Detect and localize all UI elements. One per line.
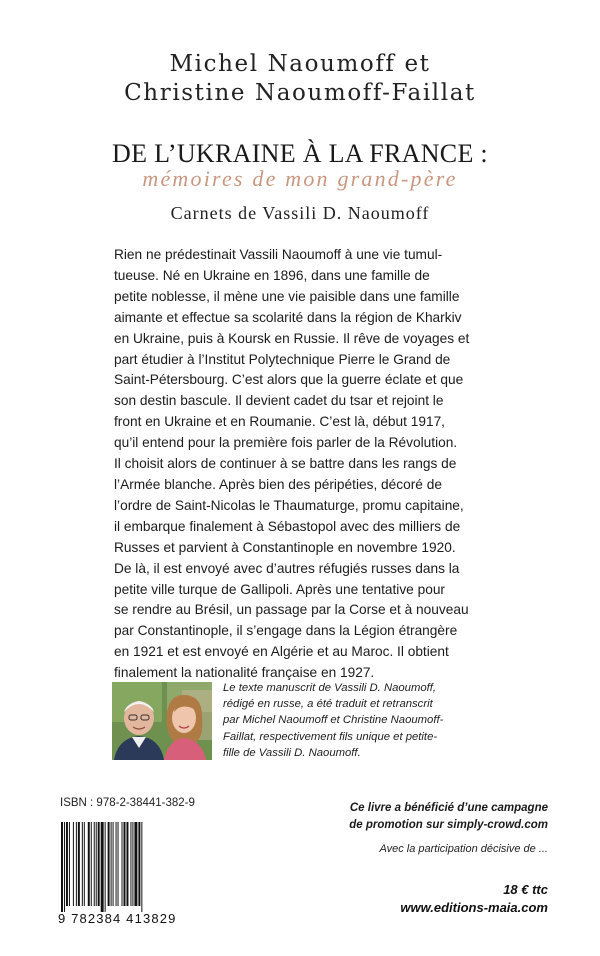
book-carnets: Carnets de Vassili D. Naoumoff [170, 203, 430, 223]
barcode-bar [69, 822, 70, 906]
promo-line: Ce livre a bénéficié d’une campagne [349, 802, 548, 814]
barcode-bar [122, 822, 123, 906]
caption-line: Faillat, respectivement fils unique et petite- [223, 730, 438, 743]
barcode-bar [84, 822, 85, 906]
promo-line: de promotion sur simply-crowd.com [349, 819, 548, 831]
blurb-line: l’Armée blanche. Après bien des péripéties, décoré de [114, 476, 442, 492]
blurb-line: en Ukraine, puis à Koursk en Russie. Il rêve de voyages et [114, 330, 470, 346]
blurb-line: part étudier à l’Institut Polytechnique Pierre le Grand de [114, 351, 451, 367]
barcode-bar [124, 822, 126, 906]
barcode-bar [111, 822, 112, 906]
blurb-line: petite ville turque de Gallipoli. Après une tentative pour [114, 581, 445, 597]
caption-line: Le texte manuscrit de Vassili D. Naoumoff, [223, 682, 437, 694]
barcode-bar [138, 822, 140, 906]
blurb-line: Russes et parvient à Constantinople en novembre 1920. [114, 539, 456, 555]
barcode-bar [94, 822, 95, 906]
barcode-bar [64, 822, 65, 912]
participation-note: Avec la participation décisive de ... [379, 843, 548, 855]
blurb-line: il embarque finalement à Sébastopol avec des milliers de [114, 518, 461, 534]
barcode-bar [118, 822, 119, 906]
authors-photo-illustration [112, 682, 212, 760]
blurb-line: en 1921 et est envoyé en Algérie et au Maroc. Il obtient [114, 644, 449, 660]
barcode-bar [91, 822, 92, 906]
barcode-bar [82, 822, 83, 906]
photo-caption [223, 680, 513, 761]
author-line-1: Michel Naoumoff et [169, 51, 431, 77]
blurb-line: par Constantinople, il s’engage dans la Légion étrangère [114, 623, 458, 639]
barcode-bar [101, 822, 104, 912]
blurb-line: front en Ukraine et en Roumanie. C’est là, début 1917, [114, 414, 445, 430]
blurb-line: l’ordre de Saint-Nicolas le Thaumaturge, promu capitaine, [114, 497, 464, 513]
barcode-bar [73, 822, 74, 906]
blurb-line: Il choisit alors de continuer à se battre dans les rangs de [114, 456, 457, 472]
blurb-line: Saint-Pétersbourg. C’est alors que la guerre éclate et que [114, 372, 464, 388]
promo-text [288, 800, 548, 834]
barcode [57, 822, 167, 914]
price: 18 € ttc [503, 882, 548, 897]
book-title: DE L’UKRAINE À LA FRANCE : [112, 139, 488, 168]
blurb-line: finalement la nationalité française en 1927. [114, 665, 375, 681]
barcode-bar [96, 822, 97, 906]
barcode-bar [88, 822, 90, 906]
blurb-line: aimante et effectue sa scolarité dans la région de Kharkiv [114, 309, 462, 325]
author-line-2: Christine Naoumoff-Faillat [124, 80, 476, 106]
barcode-bar [113, 822, 114, 906]
barcode-digits: 9 782384 413829 [58, 911, 177, 926]
blurb-line: petite noblesse, il mène une vie paisible dans une famille [114, 288, 460, 304]
barcode-bar [76, 822, 77, 906]
barcode-bar [78, 822, 80, 906]
caption-line: par Michel Naoumoff et Christine Naoumoff- [223, 714, 444, 727]
caption-line: rédigé en russe, a été traduit et retranscrit [223, 698, 433, 711]
barcode-bar [98, 822, 100, 906]
caption-line: fille de Vassili D. Naoumoff. [223, 746, 361, 759]
barcode-bar [66, 822, 68, 906]
blurb-line: De là, il est envoyé avec d’autres réfugiés russes dans la [114, 560, 460, 576]
authors-photo [112, 682, 212, 760]
back-cover-blurb [114, 245, 506, 684]
blurb-line: son destin bascule. Il devient cadet du tsar et rejoint le [114, 393, 444, 409]
publisher-website: www.editions-maia.com [400, 900, 548, 915]
barcode-bar [132, 822, 133, 906]
blurb-line: Rien ne prédestinait Vassili Naoumoff à une vie tumul- [114, 247, 443, 262]
barcode-bar [116, 822, 117, 906]
barcode-bar [61, 822, 63, 912]
authors [0, 50, 600, 108]
blurb-line: qu’il entend pour la première fois parler de la Révolution. [114, 435, 458, 451]
blurb-line: se rendre au Brésil, un passage par la Corse et à nouveau [114, 602, 469, 618]
barcode-bar [126, 822, 128, 906]
barcode-bar [105, 822, 106, 912]
barcode-bar [130, 822, 131, 906]
blurb-line: tueuse. Né en Ukraine en 1896, dans une famille de [114, 267, 430, 283]
book-subtitle: mémoires de mon grand-père [142, 166, 458, 191]
barcode-bar [141, 822, 142, 912]
barcode-bar [108, 822, 110, 906]
isbn: ISBN : 978-2-38441-382-9 [60, 797, 195, 809]
barcode-bar [134, 822, 137, 906]
